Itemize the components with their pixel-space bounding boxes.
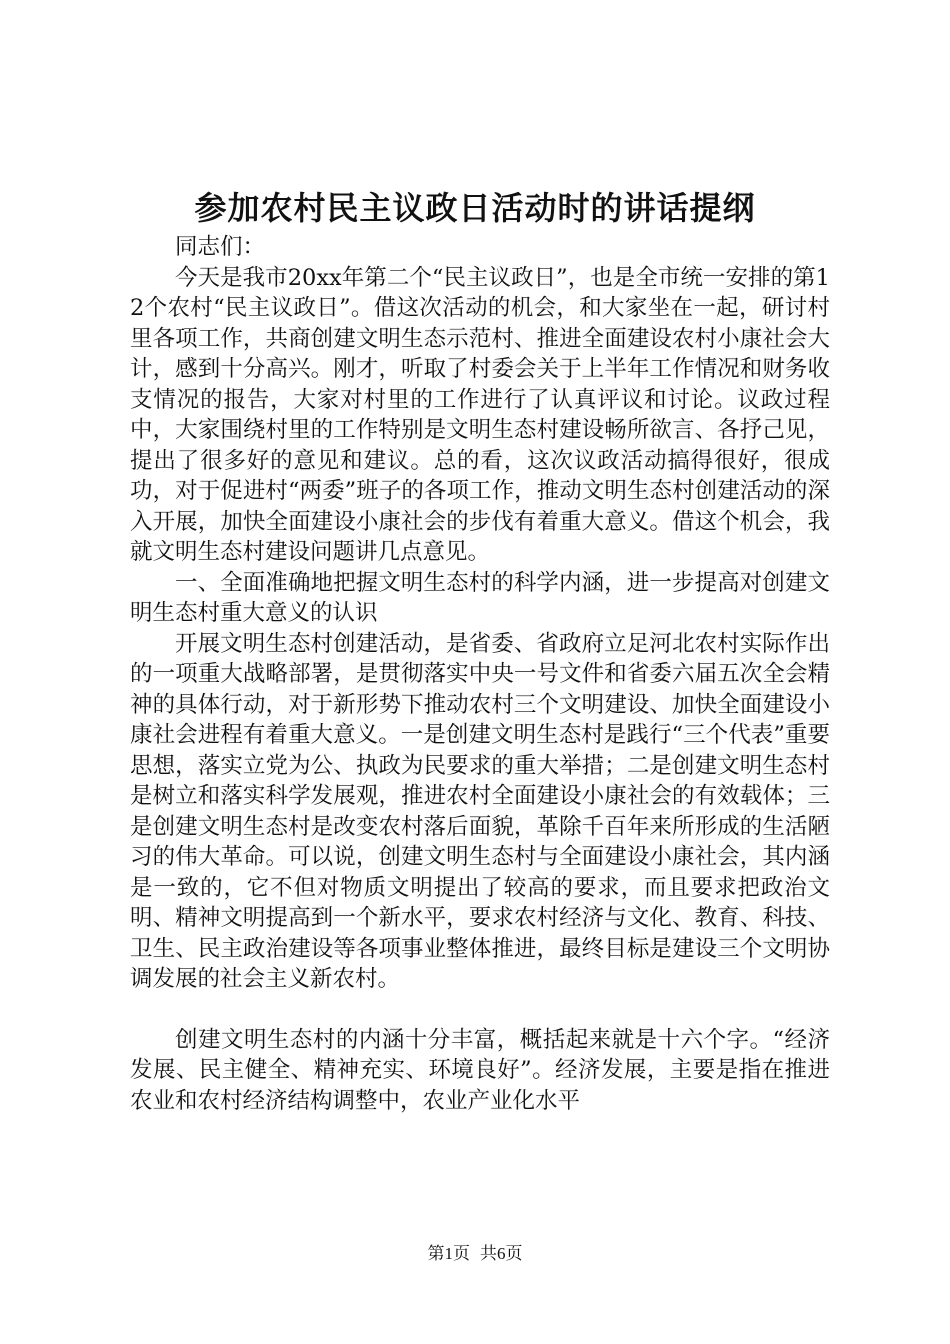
connotation-paragraph: 创建文明生态村的内涵十分丰富，概括起来就是十六个字。“经济发展、民主健全、精神充实、环境良好”。经济发展，主要是指在推进农业和农村经济结构调整中，农业产业化水平 [130, 1026, 830, 1114]
section-1-paragraph: 开展文明生态村创建活动，是省委、省政府立足河北农村实际作出的一项重大战略部署，是贯彻落实中央一号文件和省委六届五次全会精神的具体行动，对于新形势下推动农村三个文明建设、加快全面建设小康社会进程有着重大意义。一是创建文明生态村是践行“三个代表”重要思想，落实立党为公、执政为民要求的重大举措；二是创建文明生态村是树立和落实科学发展观，推进农村全面建设小康社会的有效载体；三是创建文明生态村是改变农村落后面貌，革除千百年来所形成的生活陋习的伟大革命。可以说，创建文明生态村与全面建设小康社会，其内涵是一致的，它不但对物质文明提出了较高的要求，而且要求把政治文明、精神文明提高到一个新水平，要求农村经济与文化、教育、科技、卫生、民主政治建设等各项事业整体推进，最终目标是建设三个文明协调发展的社会主义新农村。 [130, 630, 830, 992]
document-title: 参加农村民主议政日活动时的讲话提纲 [194, 189, 756, 227]
section-heading-1: 一、全面准确地把握文明生态村的科学内涵，进一步提高对创建文明生态村重大意义的认识 [130, 569, 830, 626]
salutation-paragraph: 同志们： [175, 234, 266, 260]
page-number: 第1页 [427, 1244, 470, 1263]
document-body [130, 232, 830, 1116]
page-total: 共6页 [480, 1244, 523, 1263]
page-footer [0, 1242, 950, 1266]
intro-paragraph: 今天是我市20xx年第二个“民主议政日”，也是全市统一安排的第12个农村“民主议政日”。借这次活动的机会，和大家坐在一起，研讨村里各项工作，共商创建文明生态示范村、推进全面建设农村小康社会大计，感到十分高兴。刚才，听取了村委会关于上半年工作情况和财务收支情况的报告，大家对村里的工作进行了认真评议和讨论。议政过程中，大家围绕村里的工作特别是文明生态村建设畅所欲言、各抒己见，提出了很多好的意见和建议。总的看，这次议政活动搞得很好，很成功，对于促进村“两委”班子的各项工作，推动文明生态村创建活动的深入开展，加快全面建设小康社会的步伐有着重大意义。借这个机会，我就文明生态村建设问题讲几点意见。 [130, 264, 830, 565]
